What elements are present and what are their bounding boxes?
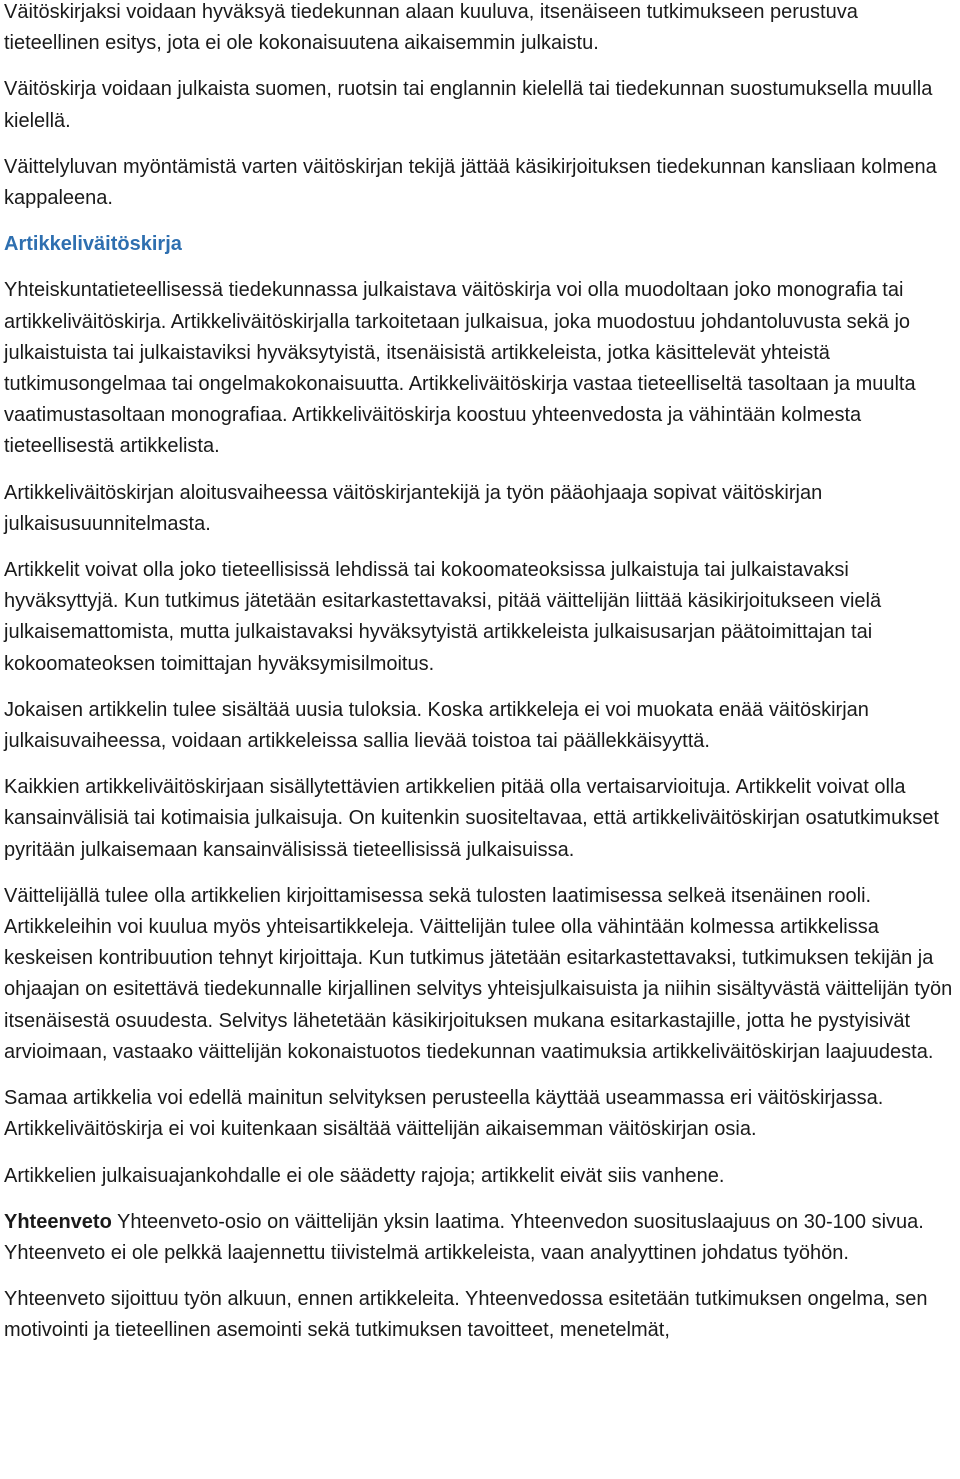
paragraph-summary bbox=[4, 1207, 958, 1269]
paragraph-independent-role: Väittelijällä tulee olla artikkelien kirjoittamisessa sekä tulosten laatimisessa selkeä itsenäinen rooli. Artikkeleihin voi kuulua myös yhteisartikkeleja. Väittelijän tulee olla vähintään kolmessa artikkelissa keskeisen kontribuution tehnyt kirjoittaja. Kun tutkimus jätetään esitarkastettavaksi, tutkimuksen tekijän ja ohjaajan on esitettävä tiedekunnalle kirjallinen selvitys yhteisjulkaisuista ja niihin sisältyvästä väittelijän työn itsenäisestä osuudesta. Selvitys lähetetään käsikirjoituksen mukana esitarkastajille, jotta he pystyisivät arvioimaan, vastaako väittelijän kokonaistuotos tiedekunnan vaatimuksia artikkeliväitöskirjan laajuudesta. bbox=[4, 884, 953, 1063]
summary-text: Yhteenveto-osio on väittelijän yksin laatima. Yhteenvedon suosituslaajuus on 30-100 sivua. Yhteenveto ei ole pelkkä laajennettu tiivistelmä artikkeleista, vaan analyyttinen johdatus työhön. bbox=[4, 1210, 924, 1264]
summary-lead: Yhteenveto bbox=[4, 1210, 112, 1233]
paragraph-reuse: Samaa artikkelia voi edellä mainitun selvityksen perusteella käyttää useammassa eri väitöskirjassa. Artikkeliväitöskirja ei voi kuitenkaan sisältää väittelijän aikaisemman väitöskirjan osia. bbox=[4, 1087, 884, 1141]
paragraph-new-results: Jokaisen artikkelin tulee sisältää uusia tuloksia. Koska artikkeleja ei voi muokata enää väitöskirjan julkaisuvaiheessa, voidaan artikkeleissa sallia lievää toistoa tai päällekkäisyyttä. bbox=[4, 698, 869, 753]
paragraph-publication-plan: Artikkeliväitöskirjan aloitusvaiheessa väitöskirjantekijä ja työn pääohjaaja sopivat väitöskirjan julkaisusuunnitelmasta. bbox=[4, 481, 823, 535]
document-page bbox=[4, 0, 958, 1362]
paragraph-submission: Väittelyluvan myöntämistä varten väitöskirjan tekijä jättää käsikirjoituksen tiedekunnan kansliaan kolmena kappaleena. bbox=[4, 155, 937, 210]
paragraph-peer-review: Kaikkien artikkeliväitöskirjaan sisällytettävien artikkelien pitää olla vertaisarvioituja. Artikkelit voivat olla kansainvälisiä tai kotimaisia julkaisuja. On kuitenkin suositeltavaa, että artikkeliväitöskirjan osatutkimukset pyritään julkaisemaan kansainvälisissä tieteellisissä julkaisuissa. bbox=[4, 776, 939, 861]
section-heading: Artikkeliväitöskirja bbox=[4, 233, 182, 256]
paragraph-age-limit: Artikkelien julkaisuajankohdalle ei ole säädetty rajoja; artikkelit eivät siis vanhene. bbox=[4, 1164, 725, 1187]
paragraph-articles-accepted: Artikkelit voivat olla joko tieteellisissä lehdissä tai kokoomateoksissa julkaistuja tai julkaistavaksi hyväksyttyjä. Kun tutkimus jätetään esitarkastettavaksi, pitää väittelijän liittää käsikirjoitukseen vielä julkaisemattomista, mutta julkaistavaksi hyväksytyistä artikkeleista julkaisusarjan päätoimittajan tai kokoomateoksen toimittajan hyväksymisilmoitus. bbox=[4, 559, 882, 675]
paragraph-language: Väitöskirja voidaan julkaista suomen, ruotsin tai englannin kielellä tai tiedekunnan suostumuksella muulla kielellä. bbox=[4, 78, 933, 132]
paragraph-article-dissertation: Yhteiskuntatieteellisessä tiedekunnassa julkaistava väitöskirja voi olla muodoltaan joko monografia tai artikkeliväitöskirja. Artikkeliväitöskirjalla tarkoitetaan julkaisua, joka muodostuu johdantoluvusta sekä jo julkaistuista tai julkaistaviksi hyväksytyistä, itsenäisistä artikkeleista, jotka käsittelevät yhteistä tutkimusongelmaa tai ongelmakokonaisuutta. Artikkeliväitöskirja vastaa tieteelliseltä tasoltaan ja muulta vaatimustasoltaan monografiaa. Artikkeliväitöskirja koostuu yhteenvedosta ja vähintään kolmesta tieteellisestä artikkelista. bbox=[4, 279, 916, 458]
paragraph-definition: Väitöskirjaksi voidaan hyväksyä tiedekunnan alaan kuuluva, itsenäiseen tutkimukseen perustuva tieteellinen esitys, jota ei ole kokonaisuutena aikaisemmin julkaistu. bbox=[4, 1, 858, 55]
paragraph-summary-placement: Yhteenveto sijoittuu työn alkuun, ennen artikkeleita. Yhteenvedossa esitetään tutkimuksen ongelma, sen motivointi ja tieteellinen asemointi sekä tutkimuksen tavoitteet, menetelmät, bbox=[4, 1288, 928, 1342]
